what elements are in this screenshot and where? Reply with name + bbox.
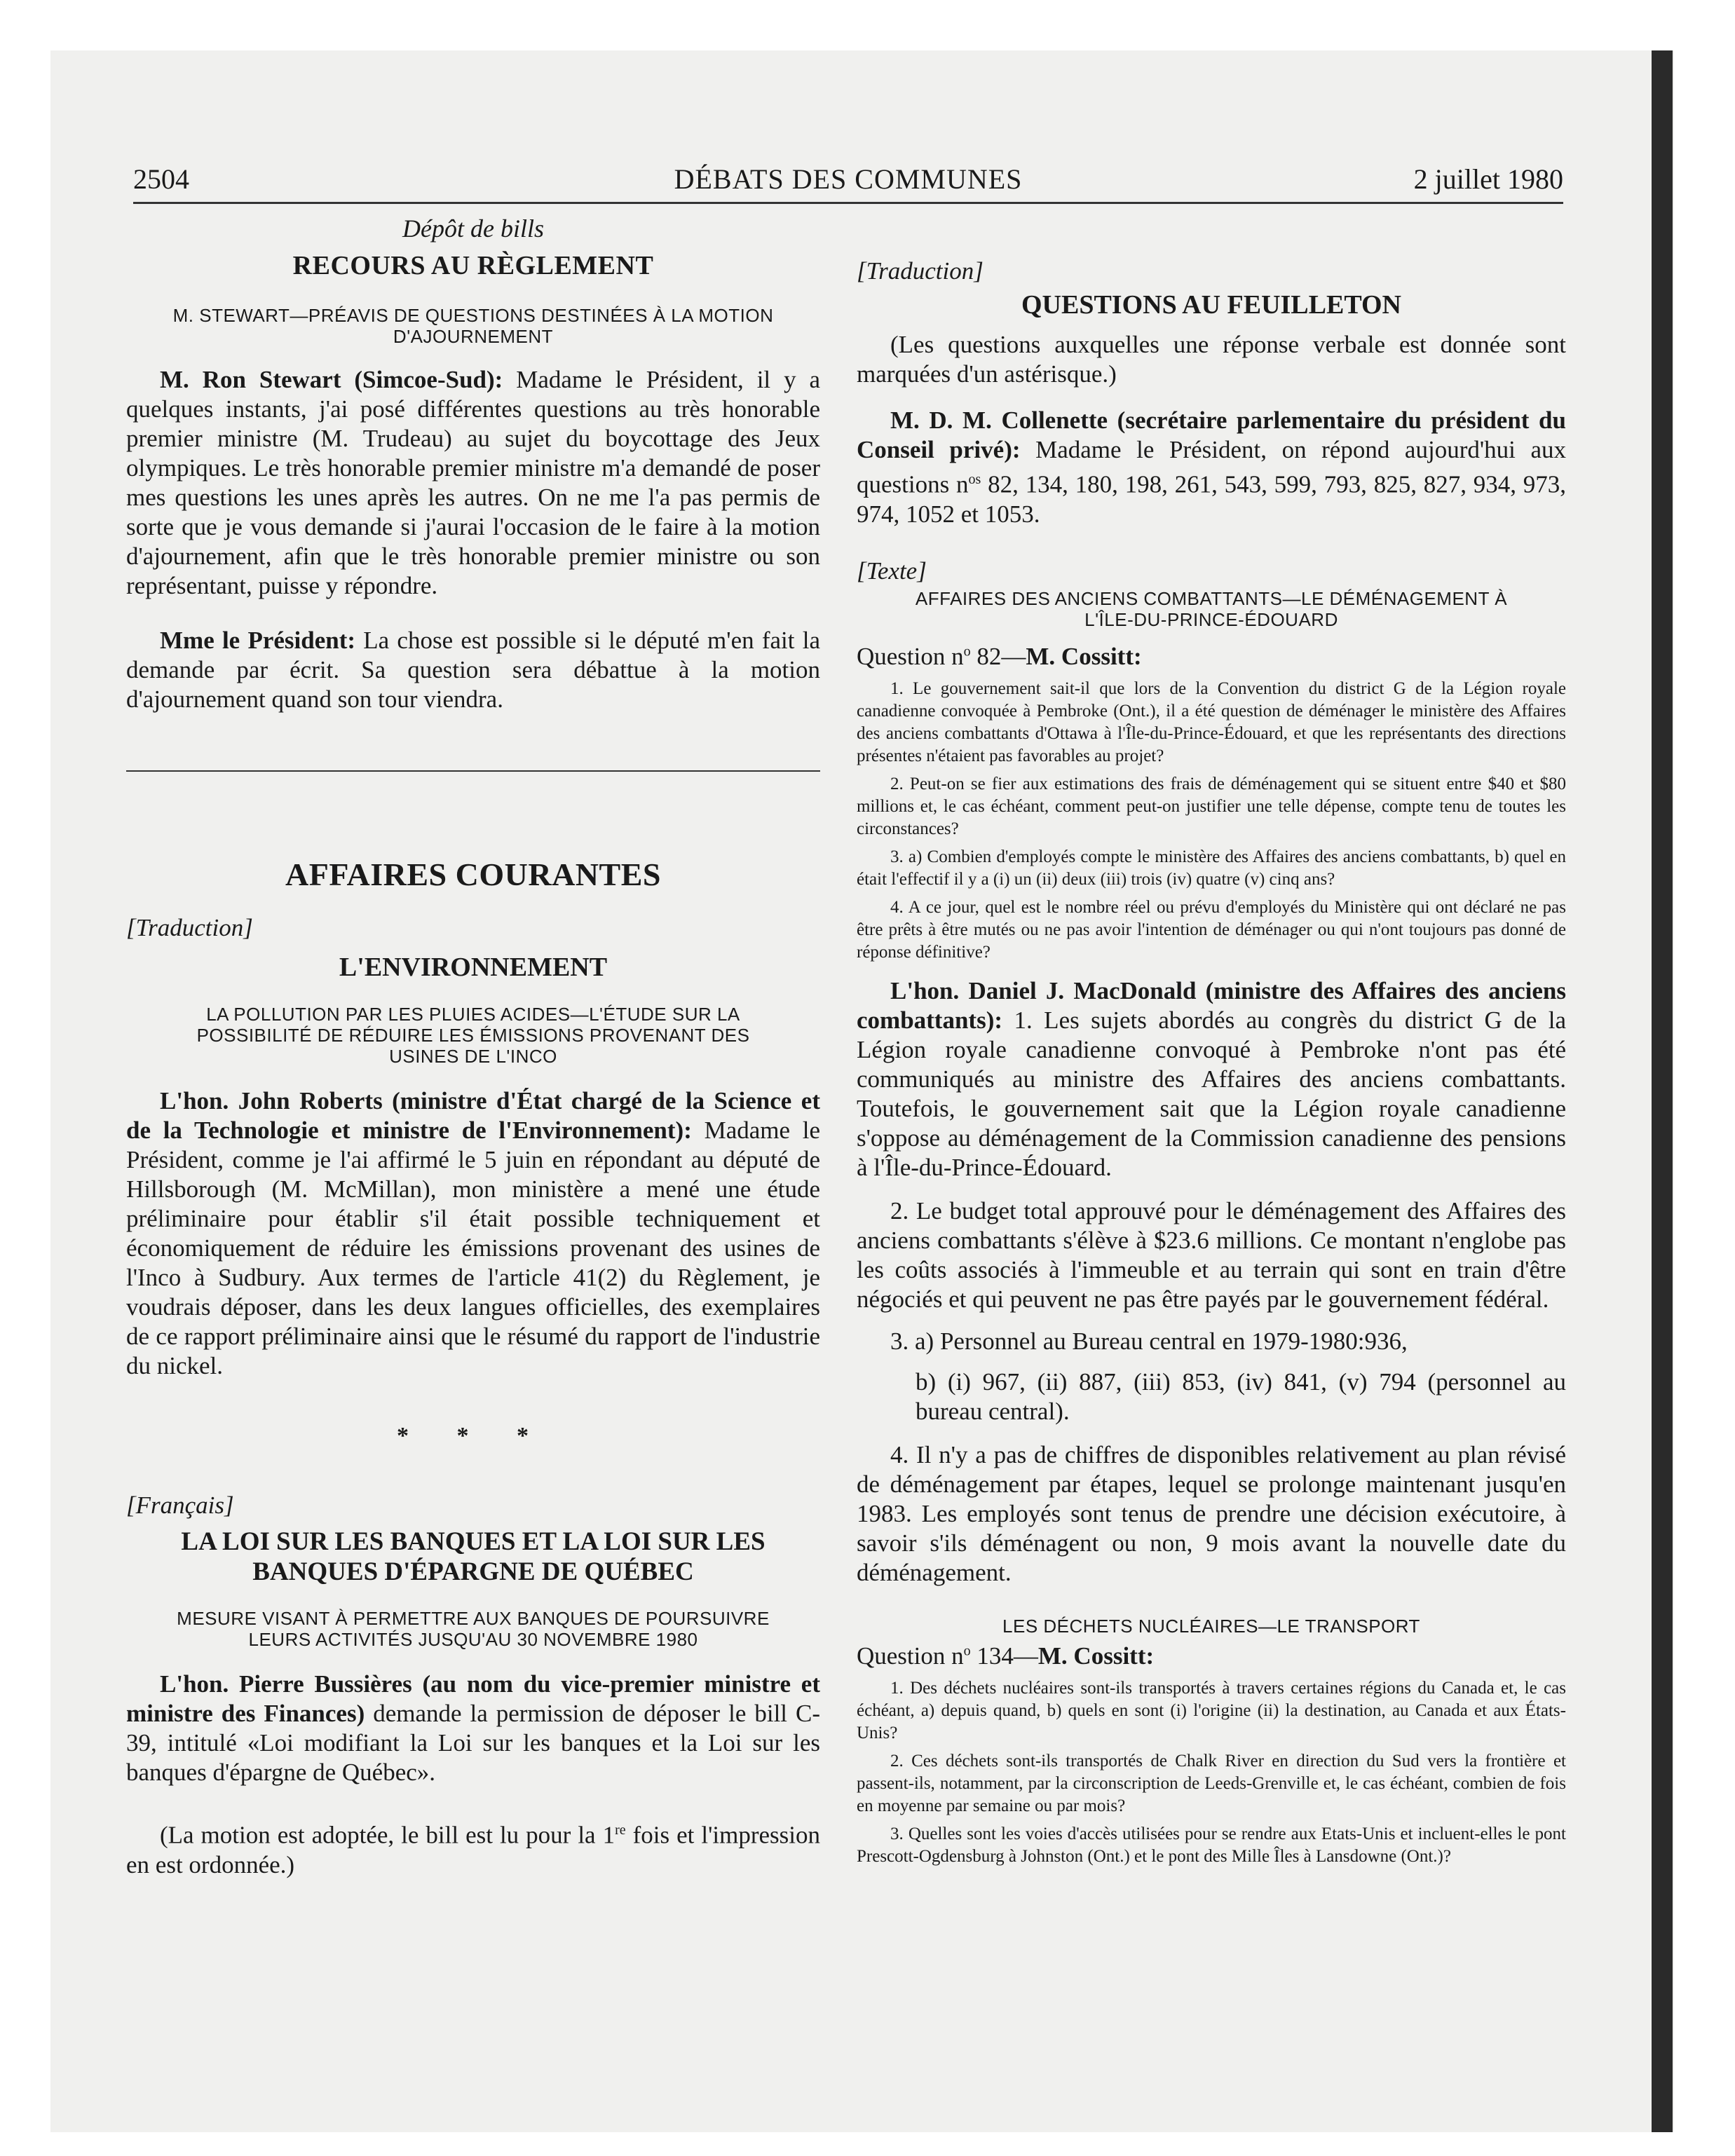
anciens-subtitle-1: AFFAIRES DES ANCIENS COMBATTANTS—LE DÉMÉNAGEMENT À	[915, 587, 1508, 609]
mesure-subtitle-2: LEURS ACTIVITÉS JUSQU'AU 30 NOVEMBRE 1980	[248, 1629, 698, 1650]
recours-title: RECOURS AU RÈGLEMENT	[292, 251, 654, 280]
left-column	[126, 214, 820, 1880]
bussieres-paragraph	[126, 1670, 820, 1787]
answer-4: 4. Il n'y a pas de chiffres de disponibles relativement au plan révisé de déménagement par étapes, lequel se prolonge maintenant jusqu'en 1983. Les employés sont tenus de prendre une décision exécutoire, à savoir s'ils déménagent ou non, 9 mois avant la nouvelle date du déménagement.	[857, 1440, 1566, 1586]
macdonald-speaker: L'hon. Daniel J. MacDonald (ministre des Affaires des anciens combattants):	[857, 976, 1566, 1034]
q134-sup: o	[963, 1643, 971, 1658]
questions-note: (Les questions auxquelles une réponse verbale est donnée sont marquées d'un astérisque.)	[857, 331, 1566, 388]
macdonald-text: 1. Les sujets abordés au congrès du district G de la Légion royale canadienne convoqué à Pembroke n'ont pas été communiqués au ministre des Affaires des anciens combattants. Toutefois, le gouvernement sait que la Légion royale canadienne s'oppose au déménagement de la Commission canadienne des pensions à l'Île-du-Prince-Édouard.	[857, 1006, 1566, 1181]
depot-label: Dépôt de bills	[402, 214, 544, 243]
francais-tag: [Français]	[126, 1492, 234, 1519]
motion-text-2: fois et l'impression en est ordonnée.)	[126, 1821, 820, 1878]
section-stars: * * *	[397, 1423, 550, 1449]
journal-title: DÉBATS DES COMMUNES	[674, 163, 1023, 195]
stewart-subtitle-2: D'AJOURNEMENT	[393, 326, 554, 347]
q82-item: 3. a) Combien d'employés compte le ministère des Affaires des anciens combattants, b) quel en était l'effectif il y a (i) un (ii) deux (iii) trois (iv) quatre (v) cinq ans?	[857, 847, 1566, 889]
issue-date: 2 juillet 1980	[1413, 163, 1563, 195]
stewart-paragraph	[126, 365, 820, 601]
q82-item: 2. Peut-on se fier aux estimations des frais de déménagement qui se situent entre $40 et $80 millions et, le cas échéant, comment peut-on justifier une telle dépense, compte tenu de toutes les circonstances?	[857, 774, 1566, 838]
environnement-title: L'ENVIRONNEMENT	[339, 953, 608, 982]
stewart-subtitle-1: M. STEWART—PRÉAVIS DE QUESTIONS DESTINÉES À LA MOTION	[172, 305, 774, 326]
pollution-subtitle-3: USINES DE L'INCO	[389, 1046, 557, 1067]
bussieres-text: demande la permission de déposer le bill C-39, intitulé «Loi modifiant la Loi sur les banques et la Loi sur les banques d'épargne de Québec».	[126, 1700, 820, 1786]
president-text: La chose est possible si le député m'en fait la demande par écrit. Sa question sera débattue à la motion d'ajournement quand son tour viendra.	[126, 627, 820, 713]
motion-text-1: (La motion est adoptée, le bill est lu pour la 1	[160, 1821, 615, 1849]
president-speaker: Mme le Président:	[160, 627, 356, 654]
answer-3a: 3. a) Personnel au Bureau central en 1979-1980:936,	[890, 1327, 1408, 1355]
roberts-paragraph	[126, 1086, 820, 1381]
collenette-text-1: Madame le Président, on répond aujourd'hui aux questions n	[857, 436, 1566, 498]
scan-edge	[1652, 50, 1673, 2132]
collenette-speaker: M. D. M. Collenette (secrétaire parlementaire du président du Conseil privé):	[857, 407, 1566, 463]
question-82-heading	[857, 643, 1566, 671]
bussieres-speaker: L'hon. Pierre Bussières (au nom du vice-premier ministre et ministre des Finances)	[126, 1670, 820, 1727]
motion-sup: re	[615, 1822, 626, 1838]
pollution-subtitle-1: LA POLLUTION PAR LES PLUIES ACIDES—L'ÉTUDE SUR LA	[206, 1004, 740, 1025]
questions-title: QUESTIONS AU FEUILLETON	[1021, 290, 1402, 320]
q134-item: 2. Ces déchets sont-ils transportés de Chalk River en direction du Sud vers la frontière et passent-ils, notamment, par la circonscription de Leeds-Grenville et, le cas échéant, combien de fois en moyenne par semaine ou par mois?	[857, 1751, 1566, 1815]
answer-2: 2. Le budget total approuvé pour le déménagement des Affaires des anciens combattants s'élève à $23.6 millions. Ce montant n'englobe pas les coûts associés à l'immeuble et au terrain qui sont en train d'être négociés et qui peuvent ne pas être payés par le gouvernement fédéral.	[857, 1196, 1566, 1313]
q82-items	[857, 678, 1566, 964]
affaires-title: AFFAIRES COURANTES	[285, 857, 661, 892]
roberts-text: Madame le Président, comme je l'ai affirmé le 5 juin en répondant au député de Hillsborough (M. McMillan), mon ministère a mené une étude préliminaire pour établir s'il était possible techniquement et économiquement de réduire les émissions provenant des usines de l'Inco à Sudbury. Aux termes de l'article 41(2) du Règlement, je voudrais déposer, dans les deux langues officielles, des exemplaires de ce rapport préliminaire ainsi que le résumé du rapport de l'industrie du nickel.	[126, 1117, 820, 1379]
texte-tag: [Texte]	[857, 557, 927, 585]
q134-item: 3. Quelles sont les voies d'accès utilisées pour se rendre aux Etats-Unis et incluent-elles le pont Prescott-Ogdensburg à Johnston (Ont.) et le pont des Mille Îles à Lansdowne (Ont.)?	[857, 1824, 1566, 1866]
q82-item: 4. A ce jour, quel est le nombre réel ou prévu d'employés du Ministère qui ont déclaré ne pas être prêts à être mutés ou ne pas avoir l'intention de déménager ou qui n'ont toujours pas donné de réponse définitive?	[857, 897, 1566, 962]
header-rule	[133, 202, 1563, 204]
dechets-subtitle: LES DÉCHETS NUCLÉAIRES—LE TRANSPORT	[1002, 1615, 1420, 1637]
answer-3b: b) (i) 967, (ii) 887, (iii) 853, (iv) 841, (v) 794 (personnel au bureau central).	[916, 1367, 1566, 1425]
q82-number: 82—	[970, 642, 1026, 670]
roberts-speaker: L'hon. John Roberts (ministre d'État chargé de la Science et de la Technologie et ministre de l'Environnement):	[126, 1087, 820, 1144]
right-column	[857, 214, 1566, 1868]
page-number: 2504	[133, 163, 189, 195]
q134-items	[857, 1677, 1566, 1868]
collenette-sup: os	[968, 472, 981, 487]
pollution-subtitle-2: POSSIBILITÉ DE RÉDUIRE LES ÉMISSIONS PROVENANT DES	[196, 1025, 750, 1046]
collenette-paragraph	[857, 406, 1566, 529]
traduction-tag-right: [Traduction]	[857, 257, 984, 285]
question-134-heading	[857, 1642, 1566, 1670]
q82-label: Question n	[857, 642, 964, 670]
q82-author: M. Cossitt:	[1026, 642, 1142, 670]
q82-sup: o	[963, 643, 971, 659]
section-rule	[126, 770, 820, 772]
stewart-speaker: M. Ron Stewart (Simcoe-Sud):	[160, 366, 503, 393]
q82-item: 1. Le gouvernement sait-il que lors de la Convention du district G de la Légion royale canadienne convoquée à Pembroke (Ont.), il a été question de déménager le ministère des Affaires des anciens combattants d'Ottawa à l'Île-du-Prince-Édouard, et que les représentants des directions présentes n'étaient pas favorables au projet?	[857, 678, 1566, 765]
anciens-subtitle-2: L'ÎLE-DU-PRINCE-ÉDOUARD	[1084, 608, 1338, 630]
president-paragraph	[126, 626, 820, 714]
q134-item: 1. Des déchets nucléaires sont-ils transportés à travers certaines régions du Canada et, le cas échéant, a) depuis quand, b) quels en sont (i) l'origine (ii) la destination, au Canada et aux États-Unis?	[857, 1678, 1566, 1742]
banques-title-1: LA LOI SUR LES BANQUES ET LA LOI SUR LES	[181, 1527, 766, 1556]
q134-author: M. Cossitt:	[1037, 1642, 1155, 1670]
motion-paragraph	[126, 1815, 820, 1880]
page-header	[133, 163, 1563, 205]
banques-title-2: BANQUES D'ÉPARGNE DE QUÉBEC	[252, 1557, 694, 1586]
traduction-tag-left: [Traduction]	[126, 914, 253, 941]
mesure-subtitle-1: MESURE VISANT À PERMETTRE AUX BANQUES DE POURSUIVRE	[177, 1608, 770, 1629]
q134-label: Question n	[857, 1642, 964, 1670]
q134-number: 134—	[970, 1642, 1038, 1670]
macdonald-paragraph	[857, 976, 1566, 1182]
collenette-text-2: 82, 134, 180, 198, 261, 543, 599, 793, 825, 827, 934, 973, 974, 1052 et 1053.	[857, 470, 1566, 528]
stewart-text: Madame le Président, il y a quelques instants, j'ai posé différentes questions au très honorable premier ministre (M. Trudeau) au sujet du boycottage des Jeux olympiques. Le très honorable premier ministre m'a demandé de poser mes questions les unes après les autres. On ne me l'a pas permis de sorte que je vous demande si j'aurai l'occasion de le faire à la motion d'ajournement, afin que le très honorable premier ministre ou son représentant, puisse y répondre.	[126, 366, 821, 599]
